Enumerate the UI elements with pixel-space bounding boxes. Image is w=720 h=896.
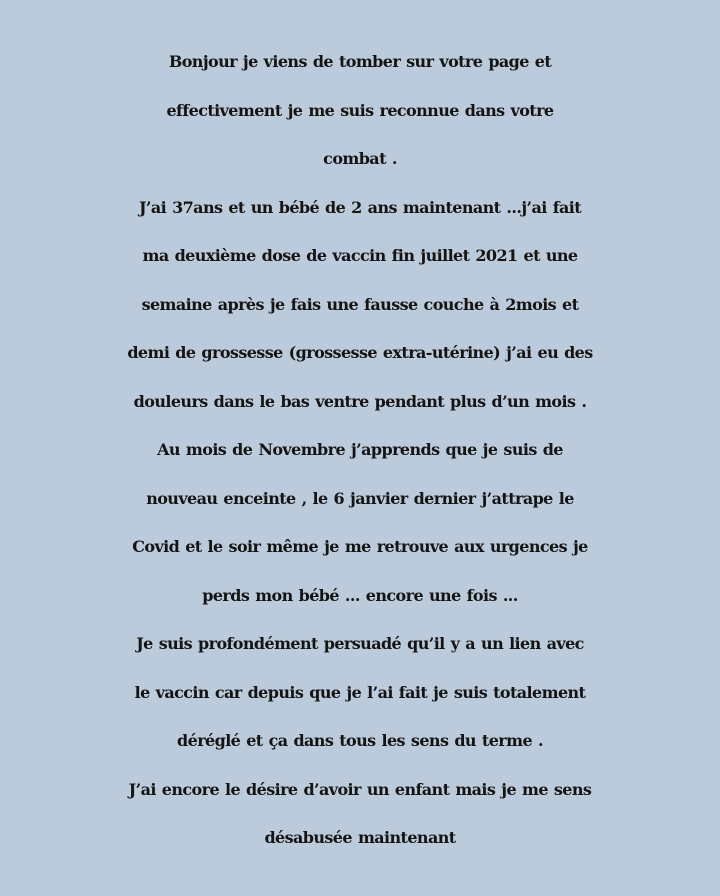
- post-line-8: douleurs dans le bas ventre pendant plus d’un mois .: [133, 391, 587, 411]
- post-line-9: Au mois de Novembre j’apprends que je suis de: [157, 440, 563, 459]
- post-line-10: nouveau enceinte , le 6 janvier dernier j’attrape le: [146, 488, 574, 508]
- post-line-11: Covid et le soir même je me retrouve aux urgences je: [132, 537, 588, 556]
- post-line-13: Je suis profondément persuadé qu’il y a un lien avec: [136, 634, 584, 653]
- post-line-16: J’ai encore le désire d’avoir un enfant mais je me sens: [128, 779, 592, 799]
- post-line-14: le vaccin car depuis que je l’ai fait je suis totalement: [134, 682, 586, 702]
- post-line-6: semaine après je fais une fausse couche à 2mois et: [141, 294, 579, 314]
- post-line-7: demi de grossesse (grossesse extra-utérine) j’ai eu des: [127, 343, 593, 362]
- post-line-4: J’ai 37ans et un bébé de 2 ans maintenant ...j’ai fait: [138, 197, 582, 217]
- post-line-15: déréglé et ça dans tous les sens du terme .: [177, 731, 543, 750]
- post-line-2: effectivement je me suis reconnue dans votre: [166, 100, 554, 120]
- post-line-5: ma deuxième dose de vaccin fin juillet 2021 et une: [142, 246, 578, 265]
- post-line-12: perds mon bébé ... encore une fois ...: [202, 585, 518, 605]
- post-line-17: désabusée maintenant: [264, 828, 456, 847]
- post-line-3: combat .: [323, 149, 397, 168]
- post-line-1: Bonjour je viens de tomber sur votre page et: [168, 52, 552, 71]
